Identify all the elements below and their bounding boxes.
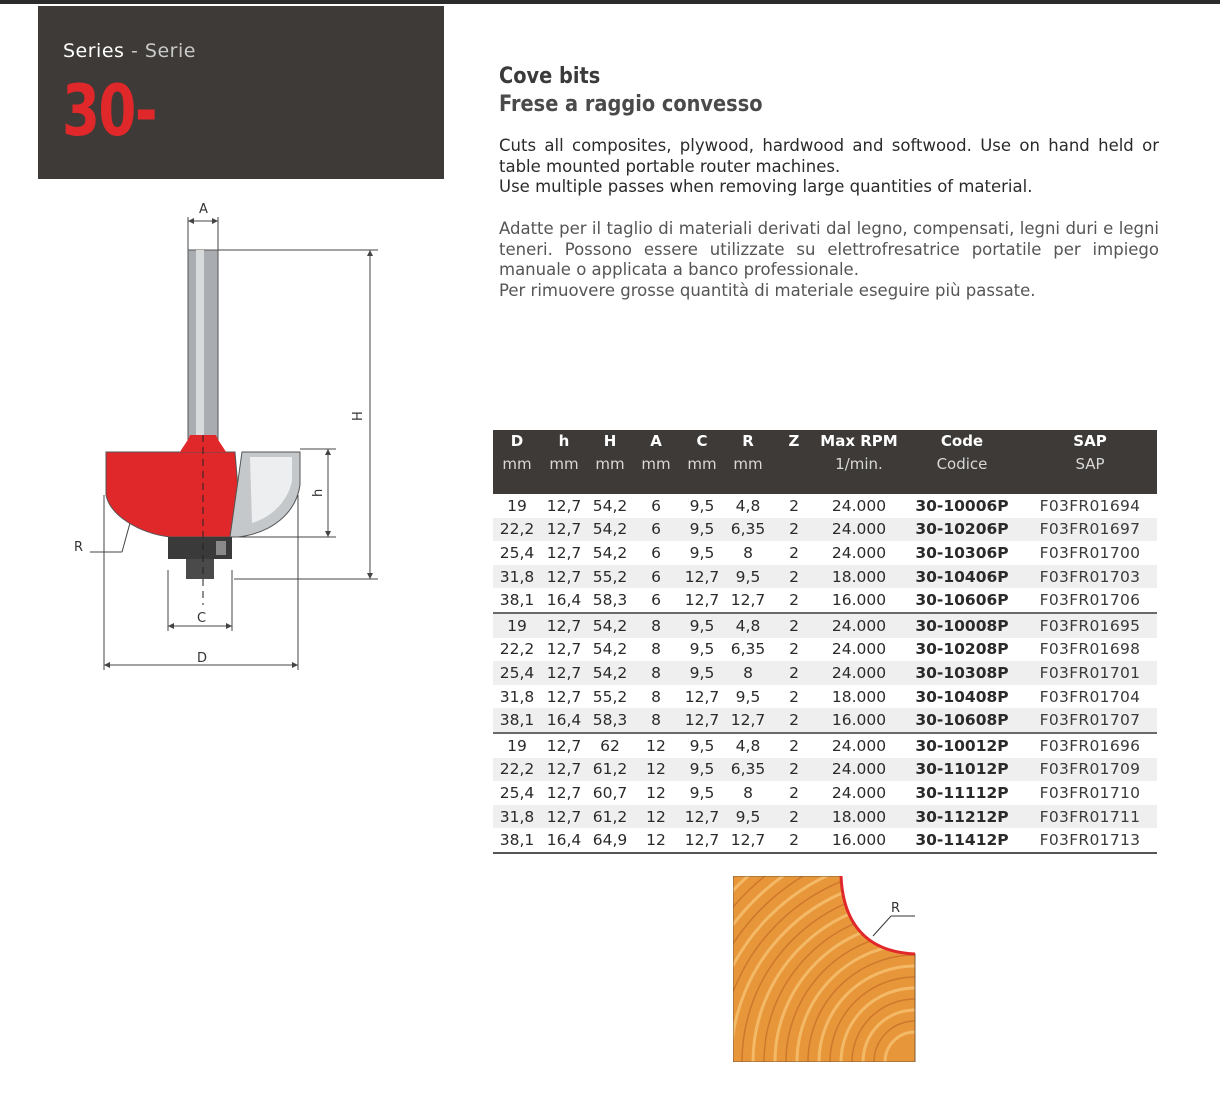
column-header: C xyxy=(696,432,708,450)
table-cell: 2 xyxy=(789,496,799,515)
table-cell: 12,7 xyxy=(684,807,720,826)
column-header: R xyxy=(742,432,754,450)
column-unit xyxy=(771,452,817,494)
column-header: SAP xyxy=(1073,432,1107,450)
table-cell: 9,5 xyxy=(735,807,761,826)
table-cell: 9,5 xyxy=(689,760,715,779)
table-cell: 9,5 xyxy=(689,496,715,515)
table-cell: F03FR01694 xyxy=(1039,496,1141,515)
column-unit: mm xyxy=(641,455,671,473)
table-cell: 31,8 xyxy=(499,567,535,586)
table-cell: 24.000 xyxy=(831,663,887,682)
table-cell: 12,7 xyxy=(725,588,771,613)
table-cell: 12,7 xyxy=(679,708,725,733)
table-cell: 18.000 xyxy=(831,807,887,826)
table-cell: 6 xyxy=(633,588,679,613)
series-label-it: Serie xyxy=(144,40,196,62)
dim-label-d: D xyxy=(197,651,208,666)
table-cell: 12,7 xyxy=(546,760,582,779)
table-cell: F03FR01703 xyxy=(1039,567,1141,586)
column-header: A xyxy=(650,432,662,450)
dim-label-h-upper: H xyxy=(351,411,366,421)
table-cell: 12,7 xyxy=(546,567,582,586)
profile-label-r: R xyxy=(891,901,901,916)
table-cell: 30-10308P xyxy=(915,663,1009,682)
table-cell: 16.000 xyxy=(817,828,901,853)
table-cell: 62 xyxy=(600,736,620,755)
table-cell: 38,1 xyxy=(493,828,541,853)
table-cell: 61,2 xyxy=(592,807,628,826)
table-row xyxy=(493,805,1157,829)
table-cell: 30-11412P xyxy=(901,828,1023,853)
table-cell: F03FR01696 xyxy=(1039,736,1141,755)
table-body xyxy=(493,494,1157,853)
table-cell: 24.000 xyxy=(831,783,887,802)
product-title-it: Frese a raggio convesso xyxy=(499,92,763,117)
table-cell: 2 xyxy=(789,543,799,562)
column-unit: mm xyxy=(595,455,625,473)
table-cell: 6 xyxy=(651,543,661,562)
table-cell: 12,7 xyxy=(546,640,582,659)
table-cell: 9,5 xyxy=(689,663,715,682)
table-cell: F03FR01709 xyxy=(1039,760,1141,779)
table-cell: 12,7 xyxy=(546,663,582,682)
column-header: Max RPM xyxy=(820,432,898,450)
table-cell: 6,35 xyxy=(730,760,766,779)
table-cell: F03FR01707 xyxy=(1023,708,1157,733)
table-cell: F03FR01710 xyxy=(1039,783,1141,802)
table-cell: 60,7 xyxy=(592,783,628,802)
table-cell: 58,3 xyxy=(587,588,633,613)
table-cell: 24.000 xyxy=(831,640,887,659)
table-row xyxy=(493,541,1157,565)
table-cell: 8 xyxy=(651,663,661,682)
table-cell: 8 xyxy=(743,783,753,802)
table-cell: 38,1 xyxy=(493,588,541,613)
table-cell: 55,2 xyxy=(592,687,628,706)
table-cell: 19 xyxy=(507,496,527,515)
table-cell: 2 xyxy=(789,760,799,779)
description-en-line: Cuts all composites, plywood, hardwood and softwood. Use on hand held or table mounted portable router machines. xyxy=(499,136,1159,176)
table-cell: 12,7 xyxy=(546,616,582,635)
table-cell: 30-10406P xyxy=(915,567,1009,586)
table-cell: 31,8 xyxy=(499,807,535,826)
table-cell: 12,7 xyxy=(684,567,720,586)
table-row xyxy=(493,661,1157,685)
table-cell: 16,4 xyxy=(541,588,587,613)
table-cell: 19 xyxy=(507,736,527,755)
table-cell: 2 xyxy=(771,708,817,733)
table-cell: 54,2 xyxy=(592,496,628,515)
table-cell: 30-10208P xyxy=(915,640,1009,659)
column-header: Z xyxy=(788,432,800,450)
table-cell: F03FR01695 xyxy=(1039,616,1141,635)
table-cell: 18.000 xyxy=(831,567,887,586)
table-row xyxy=(493,518,1157,542)
table-row xyxy=(493,758,1157,782)
table-row xyxy=(493,828,1157,853)
table-cell: 12,7 xyxy=(679,828,725,853)
table-cell: 12 xyxy=(646,807,666,826)
table-cell: 2 xyxy=(771,588,817,613)
table-cell: 30-10206P xyxy=(915,520,1009,539)
table-cell: 31,8 xyxy=(499,687,535,706)
table-cell: F03FR01704 xyxy=(1039,687,1141,706)
table-cell: 54,2 xyxy=(592,663,628,682)
table-cell: 12,7 xyxy=(546,736,582,755)
product-title-en: Cove bits xyxy=(499,64,601,89)
table-cell: 54,2 xyxy=(592,616,628,635)
table-cell: 2 xyxy=(789,807,799,826)
table-cell: 25,4 xyxy=(499,543,535,562)
table-cell: 61,2 xyxy=(592,760,628,779)
table-cell: 64,9 xyxy=(587,828,633,853)
table-cell: 6,35 xyxy=(730,640,766,659)
table-row xyxy=(493,708,1157,733)
table-cell: 2 xyxy=(771,828,817,853)
table-cell: 2 xyxy=(789,783,799,802)
column-unit: mm xyxy=(502,455,532,473)
dim-label-c: C xyxy=(197,611,207,626)
table-cell: 54,2 xyxy=(592,640,628,659)
column-unit: Codice xyxy=(936,455,988,473)
table-cell: 16,4 xyxy=(541,828,587,853)
table-cell: 9,5 xyxy=(689,616,715,635)
table-cell: 30-10008P xyxy=(915,616,1009,635)
table-cell: 12 xyxy=(646,736,666,755)
table-cell: 30-10306P xyxy=(915,543,1009,562)
table-cell: 22,2 xyxy=(499,760,535,779)
table-cell: 12,7 xyxy=(546,807,582,826)
table-cell: 9,5 xyxy=(689,736,715,755)
table-cell: 2 xyxy=(789,567,799,586)
table-cell: 24.000 xyxy=(831,520,887,539)
column-unit: mm xyxy=(687,455,717,473)
table-cell: 58,3 xyxy=(587,708,633,733)
table-cell: 24.000 xyxy=(831,543,887,562)
series-header-box xyxy=(38,6,444,179)
table-cell: 4,8 xyxy=(735,616,761,635)
table-cell: 4,8 xyxy=(735,736,761,755)
table-cell: 12,7 xyxy=(684,687,720,706)
table-row xyxy=(493,565,1157,589)
table-cell: 12,7 xyxy=(546,496,582,515)
table-cell: F03FR01698 xyxy=(1039,640,1141,659)
table-cell: 30-10006P xyxy=(915,496,1009,515)
cove-bit-drawing xyxy=(60,195,400,685)
table-cell: 16.000 xyxy=(817,588,901,613)
dim-label-r: R xyxy=(74,540,84,555)
table-cell: F03FR01711 xyxy=(1039,807,1141,826)
table-row xyxy=(493,685,1157,709)
column-unit: SAP xyxy=(1075,455,1105,473)
table-cell: 12,7 xyxy=(546,783,582,802)
table-cell: 2 xyxy=(789,520,799,539)
table-cell: 19 xyxy=(507,616,527,635)
table-row xyxy=(493,733,1157,758)
table-cell: 9,5 xyxy=(689,640,715,659)
table-cell: 30-11212P xyxy=(915,807,1009,826)
table-cell: 2 xyxy=(789,616,799,635)
column-header: h xyxy=(558,432,570,450)
table-cell: 25,4 xyxy=(499,663,535,682)
table-cell: 12,7 xyxy=(725,708,771,733)
table-cell: 6 xyxy=(651,520,661,539)
column-header: Code xyxy=(940,432,984,450)
table-cell: 8 xyxy=(651,687,661,706)
table-cell: 8 xyxy=(743,663,753,682)
table-row xyxy=(493,781,1157,805)
table-cell: F03FR01713 xyxy=(1023,828,1157,853)
table-cell: 9,5 xyxy=(689,783,715,802)
table-cell: 12,7 xyxy=(725,828,771,853)
table-cell: 55,2 xyxy=(592,567,628,586)
table-cell: F03FR01706 xyxy=(1023,588,1157,613)
table-cell: 9,5 xyxy=(689,543,715,562)
column-unit: mm xyxy=(549,455,579,473)
table-cell: 8 xyxy=(633,708,679,733)
table-cell: 30-10012P xyxy=(915,736,1009,755)
column-header: H xyxy=(603,432,617,450)
series-separator: - xyxy=(130,40,139,62)
spec-table xyxy=(493,430,1157,854)
table-cell: 30-11012P xyxy=(915,760,1009,779)
table-row xyxy=(493,588,1157,613)
table-cell: 54,2 xyxy=(592,520,628,539)
description-en-line: Use multiple passes when removing large quantities of material. xyxy=(499,177,1033,196)
cove-profile-illustration xyxy=(733,876,923,1062)
table-cell: 30-11112P xyxy=(915,783,1009,802)
table-cell: 16.000 xyxy=(817,708,901,733)
series-label xyxy=(63,40,196,62)
table-cell: 22,2 xyxy=(499,520,535,539)
description-it-line: Per rimuovere grosse quantità di materiale eseguire più passate. xyxy=(499,280,1036,300)
table-cell: 30-10408P xyxy=(915,687,1009,706)
table-cell: 9,5 xyxy=(735,687,761,706)
table-cell: 30-10608P xyxy=(901,708,1023,733)
table-cell: F03FR01701 xyxy=(1039,663,1141,682)
table-cell: 12,7 xyxy=(679,588,725,613)
table-cell: 24.000 xyxy=(831,760,887,779)
table-cell: 8 xyxy=(651,616,661,635)
description-en xyxy=(499,136,1159,198)
table-cell: 24.000 xyxy=(831,496,887,515)
table-cell: 12,7 xyxy=(546,687,582,706)
table-cell: 2 xyxy=(789,663,799,682)
table-cell: 18.000 xyxy=(831,687,887,706)
table-units-row xyxy=(493,452,1157,494)
table-cell: 6,35 xyxy=(730,520,766,539)
dim-label-a: A xyxy=(199,202,208,217)
description-it-line: Adatte per il taglio di materiali derivati dal legno, compensati, legni duri e legni teneri. Possono essere utilizzate su elettrofresatrice portatile per impiego manuale o applicata a banco professionale. xyxy=(499,219,1159,279)
column-header: D xyxy=(510,432,524,450)
column-unit: mm xyxy=(733,455,763,473)
table-cell: 9,5 xyxy=(689,520,715,539)
table-cell: 4,8 xyxy=(735,496,761,515)
table-cell: 24.000 xyxy=(831,736,887,755)
table-row xyxy=(493,638,1157,662)
table-cell: 12 xyxy=(646,783,666,802)
table-row xyxy=(493,494,1157,518)
table-cell: 2 xyxy=(789,640,799,659)
table-cell: 6 xyxy=(651,567,661,586)
table-row xyxy=(493,613,1157,638)
table-cell: 8 xyxy=(651,640,661,659)
top-rule xyxy=(0,0,1220,4)
table-cell: 54,2 xyxy=(592,543,628,562)
table-cell: 8 xyxy=(743,543,753,562)
table-cell: F03FR01700 xyxy=(1039,543,1141,562)
table-cell: 12 xyxy=(646,760,666,779)
column-unit: 1/min. xyxy=(835,455,883,473)
table-cell: 12,7 xyxy=(546,520,582,539)
table-cell: 30-10606P xyxy=(901,588,1023,613)
table-cell: 16,4 xyxy=(541,708,587,733)
table-cell: 2 xyxy=(789,736,799,755)
description-it xyxy=(499,219,1159,301)
dim-label-h-lower: h xyxy=(311,488,326,497)
series-label-en: Series xyxy=(63,40,125,62)
table-cell: 2 xyxy=(789,687,799,706)
table-cell: 38,1 xyxy=(493,708,541,733)
table-cell: F03FR01697 xyxy=(1039,520,1141,539)
table-header-row xyxy=(493,430,1157,452)
series-number: 30- xyxy=(62,70,156,152)
table-cell: 12,7 xyxy=(546,543,582,562)
table-cell: 25,4 xyxy=(499,783,535,802)
table-cell: 9,5 xyxy=(735,567,761,586)
table-cell: 22,2 xyxy=(499,640,535,659)
table-cell: 12 xyxy=(633,828,679,853)
table-cell: 6 xyxy=(651,496,661,515)
table-cell: 24.000 xyxy=(831,616,887,635)
